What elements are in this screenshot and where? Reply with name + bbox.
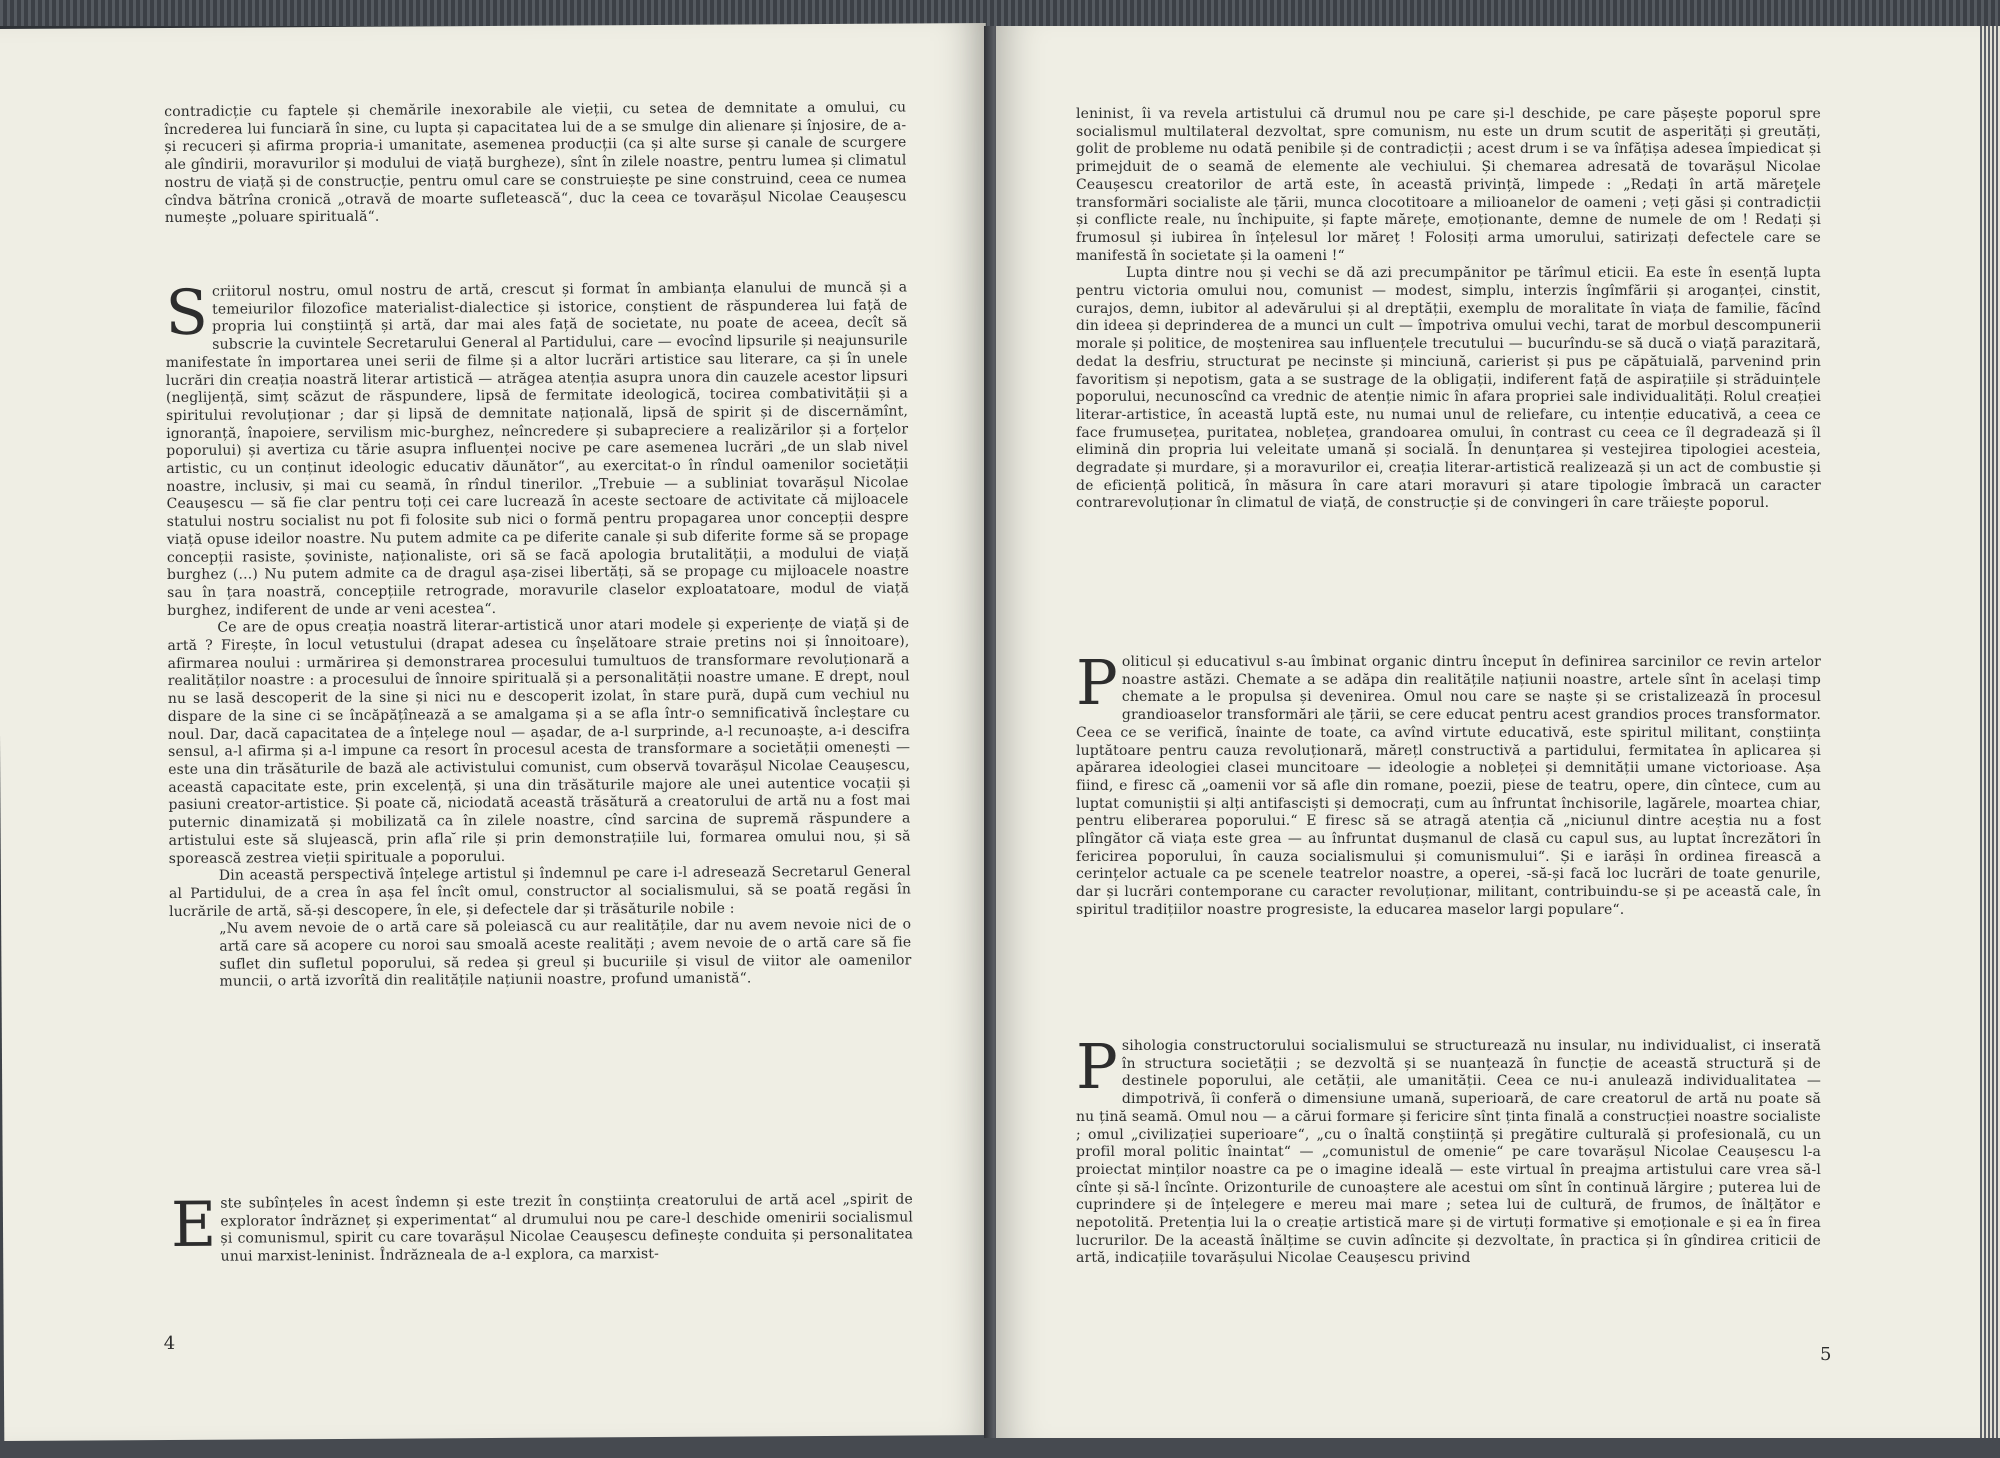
- left-paragraph-6-text: ste subînțeles în acest îndemn și este trezit în conștiința creatorului de artă acel „spirit de explorator îndrăzneț și experimentat“ al drumului nou pe care-l deschide omenirii socialismul și comunismul, spirit cu care tovarășul Nicolae Ceaușescu definește conduita și personalitatea unui marxist-leninist. Îndrăzneala de a-l explora, ca marxist-: [220, 1191, 914, 1265]
- page-number-right: 5: [1820, 1344, 1832, 1365]
- book-fore-edge: [1980, 26, 2000, 1438]
- left-paragraph-1-block: [164, 99, 907, 227]
- left-paragraph-2: [165, 275, 910, 620]
- left-page: [0, 23, 994, 1441]
- dropcap-p-1: P: [1076, 646, 1118, 719]
- left-paragraph-4: Din această perspectivă înțelege artistul și îndemnul pe care i-l adresează Secretarul General al Partidului, de a crea în așa fel încît omul, constructor al socialismului, să se poată regăsi în lucrările de artă, să-și descopere, în ele, și defectele dar și trăsăturile nobile :: [168, 863, 912, 920]
- dropcap-p-2: P: [1076, 1030, 1118, 1103]
- right-paragraph-3-text: oliticul și educativul s-au îmbinat organic dintru început în definirea sarcinilor ce revin artelor noastre astăzi. Chemate a se adăpa din realitățile națiunii noastre, artele sînt în același timp chemate a le propulsa și devenirea. Omul nou care se naște și se cristalizează în procesul grandioaselor transformări ale țării, se cere educat pentru acest grandios proces transformator. Ceea ce se verifică, înainte de toate, ca avînd virtute educativă, este spiritul militant, conștiința luptătoare pentru cauza revoluționară, mărețl constructivă a partidului, fermitatea în aplicarea și apărarea ideologiei clasei muncitoare — ideologie a nobleței și demnității umane victorioase. Așa fiind, e firesc că „oamenii vor să afle din romane, poezii, piese de teatru, opere, din cîntece, cum au luptat comuniștii și alți antifasciști și democrați, cum au înfruntat închisorile, lagărele, moartea chiar, pentru eliberarea poporului.“ E firesc să se atragă atenția că „niciunul dintre aceștia nu a fost plîngător că viața este grea — au înfruntat dușmanul de clasă cu capul sus, au luptat încrezători în fericirea poporului, în cauza socialismului și comunismului“. Și e iarăși în ordinea firească a cerințelor actuale ca pe scenele teatrelor noastre, a operei, -să-și facă loc lucrări de toate genurile, dar și lucrări contemporane cu caracter revoluționar, militant, contribuindu-se și pe această cale, în spiritul tradițiilor noastre progresiste, la educarea maselor largi populare“.: [1076, 654, 1821, 918]
- right-paragraph-4-text: sihologia constructorului socialismului se structurează nu insular, nu individualist, ci inserată în structura societății ; se dezvoltă și se nuanțează în funcție de această structură și de destinele poporului, ale cetății, ale umanității. Ceea ce nu-i anulează individualitatea — dimpotrivă, îi conferă o dimensiune umană, superioară, de care creatorul de artă nu poate să nu țină seamă. Omul nou — a cărui formare și fericire sînt ținta finală a construcției noastre socialiste ; omul „civilizației superioare“, „cu o înaltă conștiință și pregătire culturală și profesională, cu un profil moral politic înaintat“ — „comunistul de omenie“ pe care tovarășul Nicolae Ceaușescu l-a proiectat minților noastre ca pe o imagine ideală — este virtual în preajma artistului care vrea să-l cînte și să-l încînte. Orizonturile de cunoaștere ale acestui om sînt în continuă lărgire ; puterea lui de cuprindere și de înțelegere e mereu mai mare ; setea lui de cultură, de frumos, de înălțător e nepotolită. Pretenția lui la o creație artistică mare și de virtuți formative și emoționale e și ea în firea lucrurilor. De la această înălțime se cuvin adîncite și dezvoltate, în practica și în gîndirea criticii de artă, indicațiile tovarășului Nicolae Ceaușescu privind: [1076, 1038, 1821, 1267]
- left-paragraph-2-text: criitorul nostru, omul nostru de artă, crescut și format în ambianța elanului de muncă și a temeiurilor filozofice materialist-dialectice și istorice, conștient de răspunderea lui față de propria lui conștiință și artă, dar mai ales față de societate, nu poate de aceea, decît să subscrie la cuvintele Secretarului General al Partidului, care — evocînd lipsurile și neajunsurile manifestate în importarea unei serii de filme și a altor lucrări artistice sau literare, ca și în unele lucrări din creația noastră literar artistică — atrăgea atenția asupra unora din cauzele acestor lipsuri (neglijență, simț scăzut de răspundere, lipsă de fermitate ideologică, tocirea combativității și a spiritului revoluționar ; dar și lipsă de demnitate națională, lipsă de spirit și de discernămînt, ignoranță, înapoiere, servilism mic-burghez, neîncredere și subapreciere a realizărilor și a forțelor poporului) și avertiza cu tărie asupra influenței nocive pe care asemenea lucrări „de un slab nivel artistic, cu un conținut ideologic educativ dăunător“, au exercitat-o în rîndul oamenilor societății noastre, inclusiv, și mai cu seamă, în rîndul tinerilor. „Trebuie — a subliniat tovarășul Nicolae Ceaușescu — să fie clar pentru toți cei care lucrează în aceste sectoare de activitate că mijloacele statului nostru socialist nu pot fi folosite sub nici o formă pentru propagarea unor concepții despre viață opuse ideilor noastre. Nu putem admite ca pe diferite canale și sub diferite forme să se propage concepții rasiste, șoviniste, naționaliste, ori să se facă apologia brutalității, a modului de viață burghez (...) Nu putem admite ca de dragul așa-zisei libertăți, să se propage cu mijloacele noastre sau în țara noastră, concepțiile retrograde, moravurile claselor exploatatoare, modul de viață burghez, indiferent de unde ar veni acestea“.: [165, 279, 910, 619]
- right-section-p1: [1076, 646, 1821, 920]
- dropcap-e: E: [170, 1187, 217, 1261]
- right-paragraph-3: [1076, 646, 1821, 920]
- dropcap-s: S: [165, 275, 209, 350]
- right-page: [996, 26, 2000, 1438]
- book-top-edge: [0, 0, 2000, 26]
- right-paragraph-4: [1076, 1030, 1821, 1268]
- left-paragraph-3: Ce are de opus creația noastră literar-artistică unor atari modele și experiențe de viață și de artă ? Firește, în locul vetustului (drapat adesea cu înșelătoare straie pretins noi și înnoitoare), afirmarea noului : urmărirea și demonstrarea procesului tumultuos de transformare revoluționară a realităților noastre : a procesului de înnoire spirituală și a personalității noastre umane. E drept, noul nu se lasă descoperit de la sine și nici nu e descoperit izolat, în stare pură, după cum vechiul nu dispare de la sine ci se încăpățînează a se amalgama și a se afla într-o semnificativă încleștare cu noul. Dar, dacă capacitatea de a înțelege noul — așadar, de a-l surprinde, a-l recunoaște, a-i descifra sensul, a-l afirma și a-l impune ca resort în procesul acesta de transformare a societății omenești — este una din trăsăturile de bază ale activistului comunist, cum observă tovarășul Nicolae Ceaușescu, această capacitate este, prin excelență, și una din trăsăturile majore ale unei autentice vocații și pasiuni creator-artistice. Și poate că, niciodată această trăsătură a creatorului de artă nu a fost mai puternic dinamizată și mobilizată ca în zilele noastre, cînd sarcina de supremă răspundere a artistului este să slujească, prin afla ̆rile și prin demonstrațiile lui, formarea omului nou, și să sporească zestrea vieții spirituale a poporului.: [167, 615, 911, 867]
- left-paragraph-1: contradicție cu faptele și chemările inexorabile ale vieții, cu setea de demnitate a omului, cu încrederea lui funciară în sine, cu lupta și capacitatea lui de a se smulge din alienare și înjosire, de a-și recuceri și afirma propria-i umanitate, asemenea producții (ca și alte surse și canale de scurgere ale gîndirii, moravurilor și modului de viață burgheze), sînt în zilele noastre, pentru lumea și climatul nostru de viață și de construcție, pentru omul care se construiește pe sine construind, ceea ce numea cîndva bătrîna cronică „otravă de moarte sufletească“, duc la ceea ce tovarășul Nicolae Ceaușescu numește „poluare spirituală“.: [164, 99, 907, 227]
- left-section-e: [170, 1187, 914, 1266]
- left-quote: „Nu avem nevoie de o artă care să poleiască cu aur realitățile, dar nu avem nevoie nici de o artă care să acopere cu noroi sau smoală aceste realități ; avem nevoie de o artă care să fie suflet din sufletul poporului, să redea și greul și bucuriile și visul de viitor ale oamenilor muncii, o artă izvorîtă din realitățile națiunii noastre, profund umanistă“.: [219, 916, 912, 991]
- right-paragraph-2: Lupta dintre nou și vechi se dă azi precumpănitor pe tărîmul eticii. Ea este în esență lupta pentru victoria omului nou, comunist — modest, simplu, interzis îngîmfării și aroganței, cinstit, curajos, demn, iubitor al adevărului și al dreptății, exemplu de moralitate în viața de familie, făcînd din ideea și deprinderea de a munci un cult — împotriva omului vechi, tarat de morbul descompunerii morale și politice, de moștenirea sau influențele trecutului — bucurîndu-se să ducă o viață parazitară, dedat la desfriu, structurat pe necinste și minciună, carierist și pus pe căpătuială, parvenind prin favoritism și nepotism, gata a se sustrage de la obligații, indiferent față de aspirațiile și străduințele poporului, necunoscînd ca vrednic de atenție nimic în afara propriei sale individualități. Rolul creației literar-artistice, în această luptă este, nu numai unul de reliefare, cu intenție educativă, a ceea ce face frumusețea, puritatea, noblețea, grandoarea omului, în contrast cu ceea ce îl degradează și îl elimină din propria lui veleitate umană și socială. În denunțarea și vestejirea tipologiei acesteia, degradate și murdare, și a moravurilor ei, creația literar-artistică realizează și un act de combustie și de eficiență politică, în măsura în care atari moravuri și atare tipologie îmbracă un caracter contrarevoluționar în climatul de viață, de construcție și de convingeri în care trăiește poporul.: [1076, 265, 1821, 512]
- left-paragraph-6: [170, 1187, 914, 1266]
- right-paragraph-1: leninist, îi va revela artistului că drumul nou pe care și-l deschide, pe care pășește poporul spre socialismul multilateral dezvoltat, spre comunism, nu este un drum scutit de asperități și greutăți, golit de probleme nu odată penibile și de contradicții ; acest drum i se va înfățișa adesea împiedicat și primejduit de o seamă de elemente ale vechiului. Și chemarea adresată de tovarășul Nicolae Ceaușescu creatorilor de artă este, în această privință, limpede : „Redați în artă măreţele transformări socialiste ale țării, munca clocotitoare a milioanelor de oameni ; veți găsi și contradicții și conflicte reale, nu închipuite, și fapte mărețe, emoționante, demne de numele de om ! Redați și frumosul și iubirea în înțelesul lor măreț ! Folosiți arma umorului, satirizați defectele care se manifestă în societate și la oameni !“: [1076, 106, 1821, 264]
- right-column-top: [1076, 106, 1821, 513]
- right-section-p2: [1076, 1030, 1821, 1268]
- page-number-left: 4: [163, 1332, 176, 1355]
- left-section-s: [165, 275, 912, 992]
